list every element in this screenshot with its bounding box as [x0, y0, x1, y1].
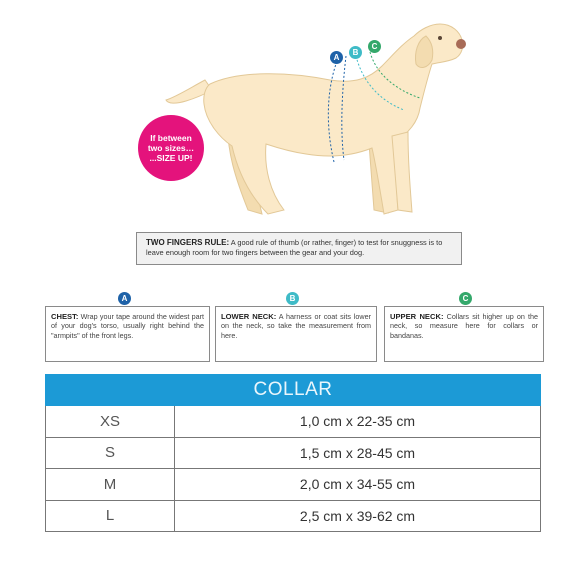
column-c-badge-icon: C [459, 292, 472, 305]
badge-line-2: two sizes… [147, 143, 195, 153]
rule-title: TWO FINGERS RULE: [146, 238, 230, 247]
chest-description [45, 306, 210, 362]
dog-illustration [0, 0, 580, 230]
table-row [45, 469, 541, 501]
dimension-cell: 2,5 cm x 39-62 cm [299, 507, 416, 524]
marker-a-icon: A [330, 51, 343, 64]
collar-size-table [45, 374, 541, 532]
dimension-cell: 2,0 cm x 34-55 cm [299, 476, 416, 493]
lower-neck-text: A harness or coat sits lower on the neck, so take the measurement from here. [221, 312, 371, 340]
marker-b-icon: B [349, 46, 362, 59]
dimension-cell: 1,5 cm x 28-45 cm [299, 444, 416, 461]
size-up-badge [138, 115, 204, 181]
badge-line-3: ...SIZE UP! [149, 153, 193, 163]
column-b-badge-icon: B [286, 292, 299, 305]
badge-line-1: If between [150, 133, 192, 143]
upper-neck-text: Collars sit higher up on the neck, so measure here for collars or bandanas. [390, 312, 539, 340]
marker-c-icon: C [368, 40, 381, 53]
chest-text: Wrap your tape around the widest part of your dog's torso, usually right behind the "armpits" of the front legs. [51, 312, 204, 340]
table-row [45, 406, 541, 438]
dog-nose [456, 39, 466, 49]
size-cell: XS [46, 406, 175, 437]
table-row [45, 438, 541, 470]
size-cell: L [46, 501, 175, 532]
table-header: COLLAR [45, 374, 541, 406]
upper-neck-title: UPPER NECK: [390, 312, 444, 321]
chest-title: CHEST: [51, 312, 79, 321]
rule-text: A good rule of thumb (or rather, finger) to test for snuggness is to leave enough room for two fingers between the gear and your dog. [146, 238, 443, 257]
column-a-badge-icon: A [118, 292, 131, 305]
upper-neck-description [384, 306, 544, 362]
size-cell: M [46, 469, 175, 500]
lower-neck-title: LOWER NECK: [221, 312, 277, 321]
table-row [45, 501, 541, 533]
dog-eye [438, 36, 442, 40]
measurement-columns [0, 292, 580, 364]
size-cell: S [46, 438, 175, 469]
dimension-cell: 1,0 cm x 22-35 cm [299, 413, 416, 430]
lower-neck-description [215, 306, 377, 362]
two-fingers-rule-box [136, 232, 462, 265]
